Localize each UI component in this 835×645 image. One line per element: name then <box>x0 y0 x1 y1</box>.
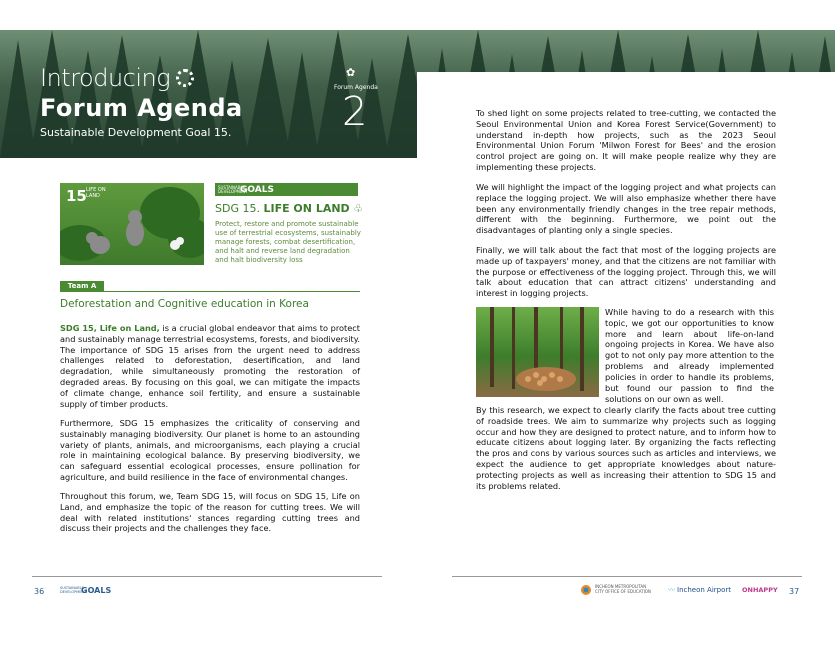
onhappy-logo: ONHAPPY <box>742 586 778 594</box>
left-paragraph-3: Throughout this forum, we, Team SDG 15, will focus on SDG 15, Life on Land, and emphasize the topic of the reason for cutting trees. We will deal with related institutions' stances regarding cutting trees and discuss their projects and the challenges they face. <box>60 491 360 534</box>
sdg-card-label: LIFE ON LAND <box>86 187 106 199</box>
sdg-card-number: 15 <box>66 187 87 205</box>
forum-agenda-label: Forum Agenda <box>334 84 378 91</box>
page-number-right: 37 <box>789 587 800 596</box>
agenda-title: Forum Agenda <box>40 94 243 122</box>
left-paragraph-2: Furthermore, SDG 15 emphasizes the criticality of conserving and sustainably managing biodiversity. Our planet is home to an astounding variety of plants, animals, and microorganisms, each playing a crucial role in maintaining ecological balance. By preserving biodiversity, we can safeguard essential ecological processes, ensure pollination for agriculture, and build resilience in the face of environmental changes. <box>60 418 360 483</box>
right-paragraph-2: We will highlight the impact of the logging project and what projects can replace the logging project. We will also emphasize whether there have been any environmentally friendly changes in the tree repair methods, different with the beginning. Furthermore, we point out the disadvantages of planting only a single species. <box>476 182 776 236</box>
airport-text: Incheon Airport <box>677 586 731 594</box>
sdg15-description: Protect, restore and promote sustainable use of terrestrial ecosystems, sustainably manage forests, combat desertification, and halt and reverse land degradation and halt biodiversity loss <box>215 220 361 264</box>
goals-big-text: GOALS <box>240 184 274 195</box>
logging-photo <box>476 307 599 397</box>
team-divider <box>60 291 360 292</box>
sdg-goals-bar <box>215 183 358 196</box>
goals-small-text: SUSTAINABLE DEVELOPMENT <box>218 184 248 194</box>
sdg-wheel-icon <box>176 69 194 87</box>
sdg15-image <box>60 183 204 265</box>
right-paragraph-5: By this research, we expect to clearly clarify the facts about tree cutting of roadside trees. We aim to summarize why projects such as logging occur and how they are designed to protect nature, and to inform how to educate citizens about logging later. By organizing the facts reflecting the pros and cons by various sources such as articles and interviews, we expect the audience to get appropriate knowledges about nature-protecting projects as well as increasing their attention to SDG 15 and its problems related. <box>476 405 776 491</box>
footer-sdg-small: SUSTAINABLE DEVELOPMENT <box>60 586 87 594</box>
incheon-edu-text: INCHEON METROPOLITAN CITY OFFICE OF EDUCATION <box>595 584 651 594</box>
page-number-left: 36 <box>34 587 45 596</box>
airport-swoosh-icon: 〰 <box>668 586 675 594</box>
footer-rule-left <box>32 576 382 577</box>
left-paragraph-1-rest: is a crucial global endeavor that aims to protect and sustainably manage terrestrial ecosystems, forests, and biodiversity. The importance of SDG 15 arises from the urgent need to address challenges related to deforestation, desertification, and land degradation, while simultaneously promoting the restoration of degraded areas. By focusing on this goal, we can mitigate the impacts of climate change, enhance soil fertility, and ensure a sustainable supply of timber products. <box>60 323 361 409</box>
agenda-number: 2 <box>342 89 368 135</box>
right-paragraph-3: Finally, we will talk about the fact that most of the logging projects are made up of taxpayers' money, and that the citizens are not familiar with the purpose or effectiveness of the logging project. Through this, we will talk about education that can attract citizens' understanding and interest in logging projects. <box>476 245 776 299</box>
intro-text: Introducing <box>40 64 171 92</box>
section-heading: Deforestation and Cognitive education in Korea <box>60 298 309 310</box>
right-paragraph-1: To shed light on some projects related to tree-cutting, we contacted the Seoul Environmental Union and Korea Forest Service(Government) to understand in-depth how projects, such as the 2023 Seoul Environmental Union Forum 'Milwon Forest for Bees' and the erosion control project are going on. It will make people realize why they are implementing these projects. <box>476 108 776 173</box>
leaf-icon: ♧ <box>353 202 364 215</box>
intro-heading <box>40 64 194 92</box>
clover-icon: ✿ <box>346 66 356 79</box>
left-paragraph-1 <box>60 323 360 410</box>
incheon-edu-emblem-icon <box>580 584 592 596</box>
incheon-airport-logo <box>668 585 731 595</box>
sdg15-title-prefix: SDG 15. <box>215 202 260 215</box>
sdg15-title-bold: LIFE ON LAND <box>263 202 350 215</box>
goal-subtitle: Sustainable Development Goal 15. <box>40 126 232 139</box>
footer-sdg-logo <box>60 586 111 595</box>
footer-rule-right <box>452 576 802 577</box>
right-paragraph-4: While having to do a research with this topic, we got our opportunities to know more and learn about life-on-land ongoing projects in Korea. We have also got to not only pay more attention to the problems and already implemented policies in order to handle its problems, but found our passion to find the solutions on our own as well. <box>605 307 774 404</box>
left-paragraph-1-lead: SDG 15, Life on Land, <box>60 323 160 333</box>
footer-sdg-big: GOALS <box>81 586 112 595</box>
sdg15-title <box>215 202 363 215</box>
team-badge: Team A <box>60 281 104 292</box>
incheon-education-logo <box>580 584 655 596</box>
